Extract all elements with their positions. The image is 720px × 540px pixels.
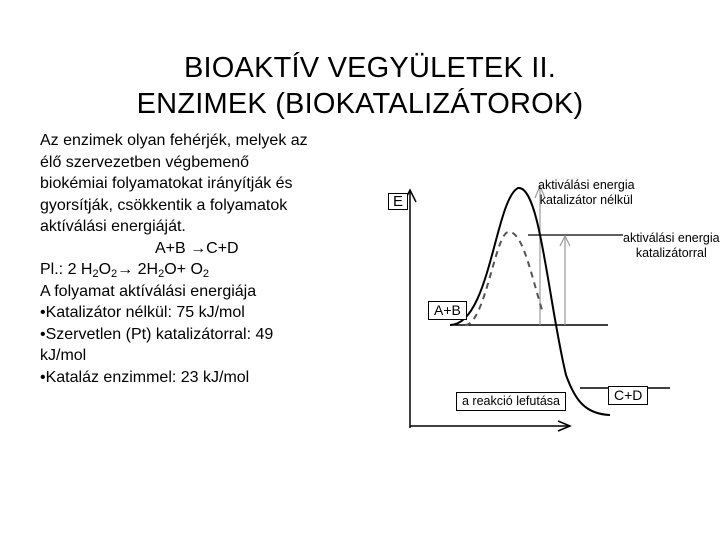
example-part: O	[98, 261, 112, 278]
title-line-1: BIOAKTÍV VEGYÜLETEK II.	[183, 52, 557, 84]
body-line: •Szervetlen (Pt) katalizátorral: 49	[40, 325, 274, 343]
example-subscript: 2	[202, 268, 210, 280]
energy-diagram	[370, 160, 720, 435]
example-part: → 2H	[117, 261, 159, 278]
intro-line: élő szervezetben végbemenő	[40, 153, 250, 171]
example-part: Pl.: 2 H	[40, 261, 93, 278]
example-subscript: 2	[92, 268, 99, 280]
catalyzed-label-line: katalizátorral	[635, 246, 707, 260]
example-part: O+ O	[164, 261, 203, 278]
products-label: C+D	[608, 386, 648, 405]
body-line: kJ/mol	[40, 347, 87, 364]
example-subscript: 2	[158, 268, 165, 280]
y-axis-label: E	[388, 193, 408, 210]
slide-title	[0, 50, 720, 122]
uncatalyzed-curve	[450, 188, 610, 415]
catalyzed-label	[623, 231, 720, 261]
uncatalyzed-label-line: katalizátor nélkül	[539, 193, 633, 207]
example-equation	[40, 259, 370, 281]
intro-line: gyorsítják, csökkentik a folyamatok	[40, 196, 288, 214]
title-line-2: ENZIMEK (BIOKATALIZÁTOROK)	[136, 88, 584, 120]
uncatalyzed-label-line: aktiválási energia	[538, 178, 635, 192]
body-text	[40, 130, 370, 388]
body-line: •Kataláz enzimmel: 23 kJ/mol	[40, 368, 250, 386]
catalyzed-label-line: aktiválási energia	[623, 231, 720, 245]
x-axis-label: a reakció lefutása	[456, 392, 566, 411]
body-line: A folyamat aktíválási energiája	[40, 282, 257, 300]
reaction-equation: A+B →C+D	[155, 239, 239, 257]
intro-line: aktíválási energiáját.	[40, 218, 186, 235]
uncatalyzed-label	[538, 178, 635, 208]
catalyzed-curve	[465, 232, 542, 325]
reactants-label: A+B	[428, 301, 467, 320]
intro-line: biokémiai folyamatokat irányítják és	[40, 175, 293, 192]
body-line: •Katalizátor nélkül: 75 kJ/mol	[40, 304, 245, 321]
example-subscript: 2	[111, 268, 118, 280]
intro-line: Az enzimek olyan fehérjék, melyek az	[40, 132, 308, 149]
